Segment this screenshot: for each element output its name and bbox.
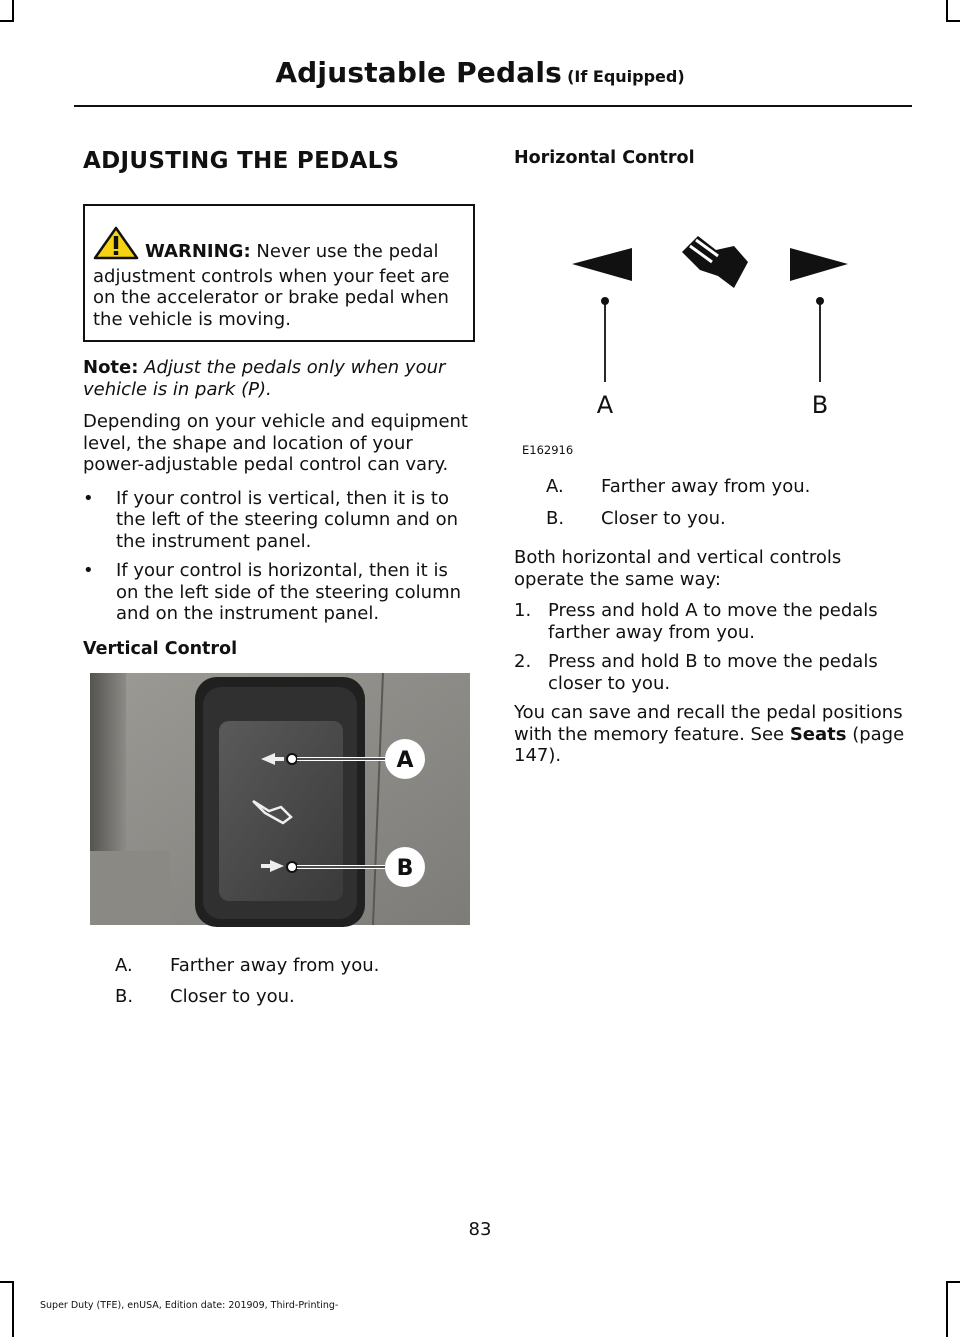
vertical-control-heading: Vertical Control	[83, 638, 238, 659]
list-item: 1. Press and hold A to move the pedals farther away from you.	[514, 600, 878, 643]
legend-row: A. Farther away from you.	[115, 954, 380, 976]
vertical-callout-b: B	[396, 855, 414, 881]
crop-mark	[946, 20, 960, 22]
legend-row: A. Farther away from you.	[546, 476, 811, 497]
warning-box	[83, 204, 475, 342]
crop-mark	[946, 1281, 960, 1283]
bullet-marker: •	[83, 487, 94, 509]
operate-paragraph: Both horizontal and vertical controls operate the same way:	[514, 547, 842, 590]
right-arrow-icon	[790, 248, 848, 281]
page-subtitle: (If Equipped)	[567, 67, 685, 86]
page-reference: (page 147).	[514, 723, 905, 766]
left-column	[83, 148, 475, 1018]
warning-label: WARNING:	[145, 241, 251, 262]
vertical-legend	[115, 955, 475, 1008]
page-title: Adjustable Pedals	[275, 56, 562, 89]
crop-mark	[12, 0, 14, 22]
seats-link[interactable]: Seats	[789, 723, 847, 745]
legend-row: B. Closer to you.	[115, 986, 295, 1007]
footer-text: Super Duty (TFE), enUSA, Edition date: 201909, Third-Printing-	[40, 1300, 339, 1311]
page-header	[0, 56, 960, 89]
memory-paragraph: You can save and recall the pedal positions with the memory feature. See Seats (page 147).	[514, 702, 905, 766]
intro-paragraph: Depending on your vehicle and equipment level, the shape and location of your power-adjustable pedal control can vary.	[83, 411, 468, 475]
crop-mark	[946, 0, 948, 22]
note-label: Note:	[83, 357, 139, 378]
crop-mark	[0, 1281, 14, 1283]
foot-pedal-icon	[682, 236, 748, 288]
bullet-marker: •	[83, 560, 94, 581]
horizontal-control-figure	[514, 168, 909, 457]
list-item: 2. Press and hold B to move the pedals closer to you.	[514, 651, 878, 694]
section-heading: ADJUSTING THE PEDALS	[83, 148, 400, 174]
horizontal-callout-b: B	[811, 391, 829, 419]
vertical-control-figure	[83, 671, 473, 927]
steps-list	[514, 600, 909, 694]
crop-mark	[0, 20, 14, 22]
crop-mark	[12, 1281, 14, 1337]
left-arrow-icon	[572, 248, 632, 281]
horizontal-callout-a: A	[596, 391, 614, 419]
list-item: • If your control is horizontal, then it is on the left side of the steering column and on the instrument panel.	[83, 560, 462, 624]
figure-id: E162916	[522, 443, 574, 457]
header-rule	[74, 105, 912, 107]
page-number: 83	[468, 1219, 492, 1240]
list-item: • If your control is vertical, then it is to the left of the steering column and on the instrument panel.	[83, 487, 458, 552]
note-text: Adjust the pedals only when your vehicle is in park (P).	[83, 357, 446, 400]
warning-text: Never use the pedal adjustment controls when your feet are on the accelerator or brake pedal when the vehicle is moving.	[93, 241, 450, 330]
horizontal-control-heading: Horizontal Control	[514, 148, 695, 168]
warning-icon	[93, 226, 139, 266]
horizontal-legend	[546, 476, 909, 529]
bullet-list	[83, 488, 475, 625]
right-column	[514, 148, 909, 767]
crop-mark	[946, 1281, 948, 1337]
legend-row: B. Closer to you.	[546, 507, 726, 529]
note	[83, 357, 475, 400]
vertical-callout-a: A	[396, 747, 414, 773]
